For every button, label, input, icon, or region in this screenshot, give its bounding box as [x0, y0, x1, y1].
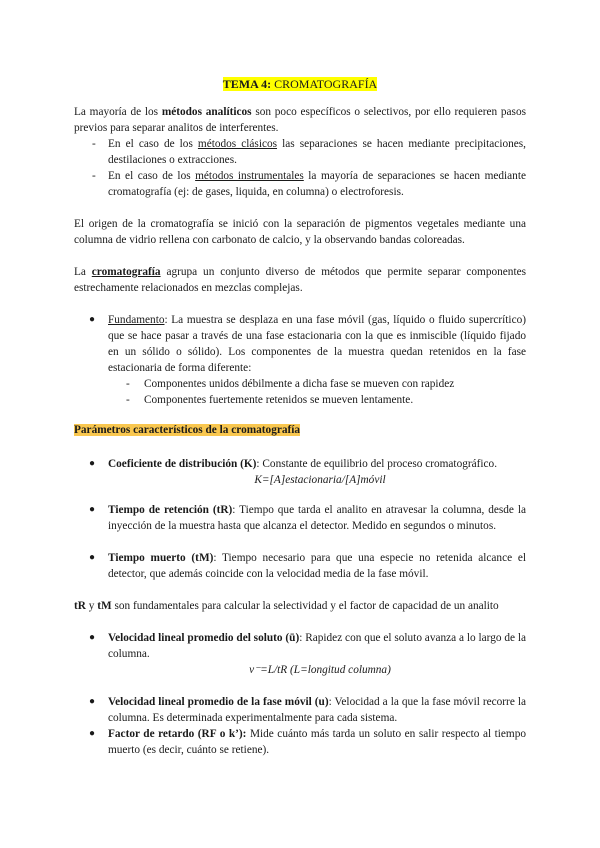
param-text: : Tiempo necesario para que una especie no retenida alcance el detector, que además coincide con la velocidad media de la fase móvil. — [108, 552, 526, 580]
param-text: : Tiempo que tarda el analito en atravesar la columna, desde la inyección de la muestra hasta que alcanza el detector. Medido en segundos o minutos. — [108, 504, 526, 532]
param-term: Velocidad lineal promedio del soluto (ū) — [108, 632, 300, 644]
param-text: Mide cuánto más tarda un soluto en salir respecto al tiempo muerto (es decir, cuánto se retiene). — [108, 728, 526, 756]
intro-before: La mayoría de los — [74, 106, 162, 118]
bullet-icon: ● — [89, 728, 96, 739]
definition-paragraph — [74, 264, 526, 296]
method-underlined: métodos instrumentales — [195, 170, 304, 182]
fundamento-sub-text: Componentes unidos débilmente a dicha fase se mueven con rapidez — [144, 378, 455, 390]
bullet-icon: ● — [89, 552, 96, 563]
dash-icon: - — [92, 170, 96, 182]
fundamento-text: : La muestra se desplaza en una fase móvil (gas, líquido o fluido supercrítico) que se hace pasar a través de una fase estacionaria con la que es inmiscible (líquido fijado en un sólido o sólido). Los componentes de la muestra quedan retenidos en la fase estacionaria de forma diferente: — [108, 314, 526, 374]
param-text: : Velocidad a la que la fase móvil recorre la columna. Es determinada experimentalmente para cada sistema. — [108, 696, 526, 724]
method-after: las separaciones se hacen mediante precipitaciones, destilaciones o extracciones. — [108, 138, 526, 166]
method-before: En el caso de los — [108, 170, 196, 182]
fundamento-sub-text: Componentes fuertemente retenidos se mueven lentamente. — [144, 394, 414, 406]
method-underlined: métodos clásicos — [197, 138, 278, 150]
selectivity-term-tm: tM — [97, 600, 112, 612]
intro-after: son poco específicos o selectivos, por ello requieren pasos previos para separar analitos de interferentes. — [74, 106, 526, 134]
intro-bold-term: métodos analíticos — [161, 106, 252, 118]
bullet-icon: ● — [89, 632, 96, 643]
title-prefix: TEMA 4: — [222, 77, 272, 91]
bullet-icon: ● — [89, 458, 96, 469]
method-after: la mayoría de separaciones se hacen mediante cromatografía (ej: de gases, liquida, en columna) o electroforesis. — [108, 170, 526, 198]
method-item-classic — [92, 136, 526, 168]
selectivity-after: son fundamentales para calcular la selectividad y el factor de capacidad de un analito — [111, 600, 499, 612]
param-term: Velocidad lineal promedio de la fase móvil (u) — [108, 696, 329, 708]
param-item — [89, 502, 526, 534]
origin-paragraph: El origen de la cromatografía se inició con la separación de pigmentos vegetales mediante una columna de vidrio rellena con carbonato de calcio, y la observando bandas coloreadas. — [74, 218, 526, 246]
dash-icon: - — [92, 138, 96, 150]
param-term: Coeficiente de distribución (K) — [108, 458, 257, 470]
formula-k: K=[A]estacionaria/[A]móvil — [254, 474, 386, 486]
method-item-instrumental — [92, 168, 526, 200]
intro-paragraph — [74, 104, 526, 136]
title-text: CROMATOGRAFÍA — [274, 77, 378, 91]
selectivity-mid: y — [85, 600, 98, 612]
bullet-icon: ● — [89, 314, 96, 325]
bullet-icon: ● — [89, 696, 96, 707]
formula-velocity: v⁻=L/tR (L=longitud columna) — [249, 664, 391, 676]
selectivity-paragraph — [74, 598, 526, 614]
definition-after: agrupa un conjunto diverso de métodos que permite separar componentes estrechamente relacionados en mezclas complejas. — [74, 266, 526, 294]
bullet-icon: ● — [89, 504, 96, 515]
param-text: : Constante de equilibrio del proceso cromatográfico. — [256, 458, 498, 470]
dash-icon: - — [126, 394, 130, 406]
param-item — [89, 726, 526, 758]
section-title — [74, 422, 300, 438]
param-item — [89, 630, 526, 662]
method-before: En el caso de los — [108, 138, 198, 150]
param-term: Tiempo de retención (tR) — [108, 504, 233, 516]
param-item — [89, 550, 526, 582]
page-title — [0, 76, 600, 92]
param-item — [89, 456, 526, 472]
selectivity-term-tr: tR — [74, 600, 86, 612]
fundamento-item — [89, 312, 526, 376]
section-title-text: Parámetros característicos de la cromatografía — [74, 424, 301, 436]
definition-before: La — [74, 266, 92, 278]
fundamento-label: Fundamento — [108, 314, 165, 326]
dash-icon: - — [126, 378, 130, 390]
title-highlight — [223, 77, 377, 91]
param-text: : Rapidez con que el soluto avanza a lo largo de la columna. — [108, 632, 526, 660]
param-term: Factor de retardo (RF o k’): — [108, 728, 247, 740]
definition-term: cromatografía — [91, 266, 161, 278]
fundamento-sub-item — [126, 376, 526, 392]
param-item — [89, 694, 526, 726]
fundamento-sub-item — [126, 392, 526, 408]
param-term: Tiempo muerto (tM) — [108, 552, 214, 564]
